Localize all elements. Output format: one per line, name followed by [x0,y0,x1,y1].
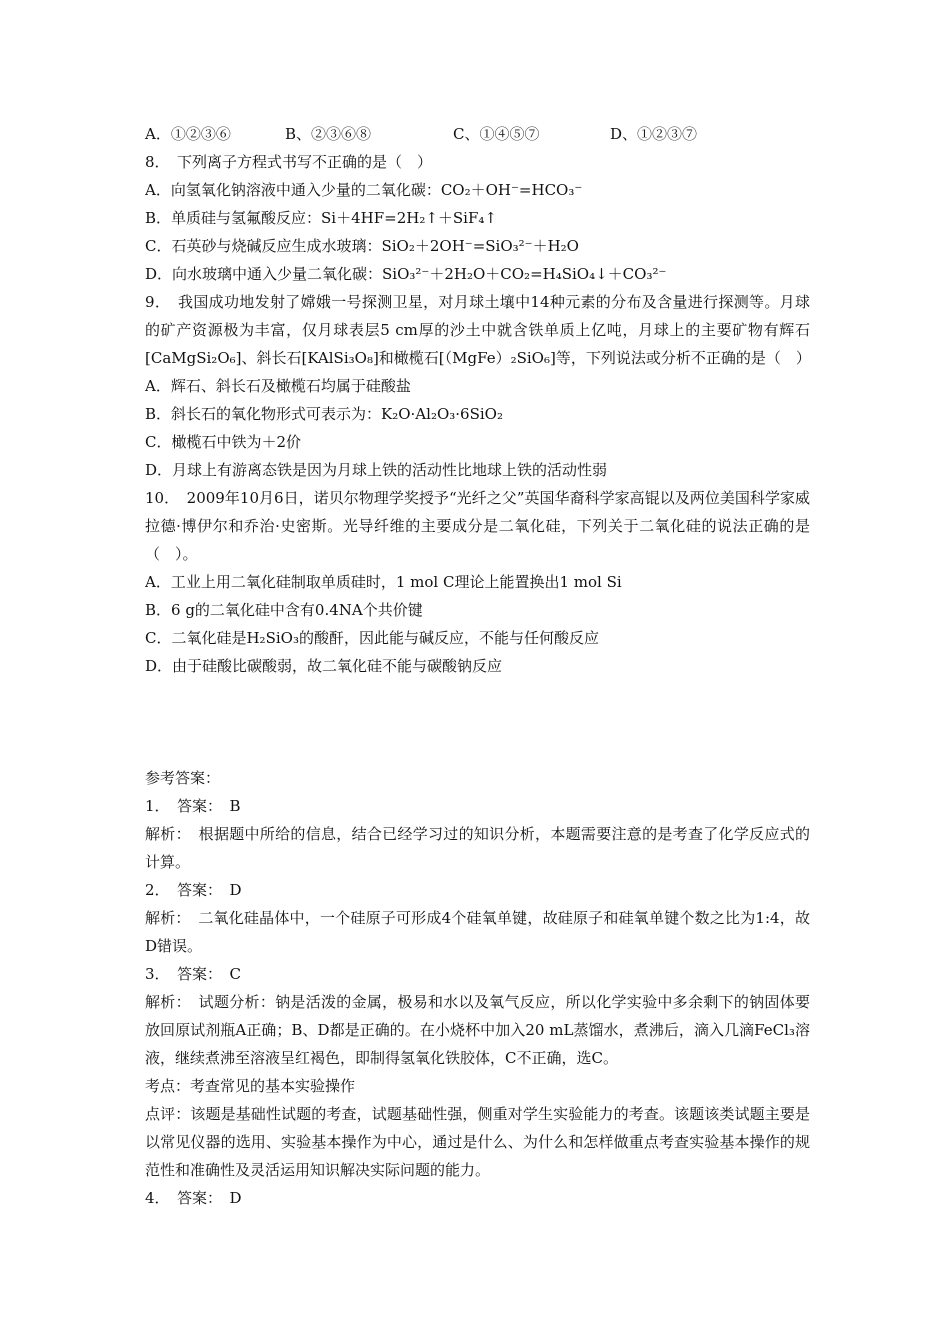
q8-option-c: C．石英砂与烧碱反应生成水玻璃：SiO₂＋2OH⁻=SiO₃²⁻＋H₂O [145,237,579,255]
question-8-stem: 8． 下列离子方程式书写不正确的是（ ） [145,153,433,171]
knowledge-point-3: 考点：考查常见的基本实验操作 [145,1077,356,1095]
q7-option-d: D、①②③⑦ [610,125,698,143]
explanation-1: 解析： 根据题中所给的信息，结合已经学习过的知识分析，本题需要注意的是考查了化学反应式的计算。 [145,825,810,871]
q8-option-d: D．向水玻璃中通入少量二氧化碳：SiO₃²⁻＋2H₂O＋CO₂=H₄SiO₄↓＋CO₃²⁻ [145,265,667,283]
answer-2: 2． 答案： D [145,881,242,899]
q10-option-a: A．工业上用二氧化硅制取单质硅时，1 mol C理论上能置换出1 mol Si [145,573,622,591]
q7-option-a: A．①②③⑥ [145,125,231,143]
question-7-options [145,120,810,148]
q7-option-b: B、②③⑥⑧ [285,125,372,143]
q10-option-d: D．由于硅酸比碳酸弱，故二氧化硅不能与碳酸钠反应 [145,657,503,675]
section-spacer [145,680,810,764]
q9-option-c: C．橄榄石中铁为＋2价 [145,433,302,451]
question-10-stem: 10． 2009年10月6日，诺贝尔物理学奖授予“光纤之父”英国华裔科学家高锟以及两位美国科学家威拉德·博伊尔和乔治·史密斯。光导纤维的主要成分是二氧化硅，下列关于二氧化硅的说法正确的是（ ）。 [145,489,810,563]
q10-option-c: C．二氧化硅是H₂SiO₃的酸酐，因此能与碱反应，不能与任何酸反应 [145,629,599,647]
q8-option-b: B．单质硅与氢氟酸反应：Si＋4HF=2H₂↑＋SiF₄↑ [145,209,497,227]
q7-option-c: C、①④⑤⑦ [453,125,540,143]
answer-4: 4． 答案： D [145,1189,242,1207]
comment-3: 点评：该题是基础性试题的考查，试题基础性强，侧重对学生实验能力的考查。该题该类试题主要是以常见仪器的选用、实验基本操作为中心，通过是什么、为什么和怎样做重点考查实验基本操作的规范性和准确性及灵活运用知识解决实际问题的能力。 [145,1105,810,1179]
q9-option-a: A．辉石、斜长石及橄榄石均属于硅酸盐 [145,377,411,395]
explanation-2: 解析： 二氧化硅晶体中，一个硅原子可形成4个硅氧单键，故硅原子和硅氧单键个数之比为1:4，故D错误。 [145,909,810,955]
q8-option-a: A．向氢氧化钠溶液中通入少量的二氧化碳：CO₂＋OH⁻=HCO₃⁻ [145,181,583,199]
answers-heading: 参考答案： [145,769,221,787]
answer-1: 1． 答案： B [145,797,241,815]
explanation-3: 解析： 试题分析：钠是活泼的金属，极易和水以及氧气反应，所以化学实验中多余剩下的钠固体要放回原试剂瓶A正确；B、D都是正确的。在小烧杯中加入20 mL蒸馏水，煮沸后，滴入几滴FeCl₃溶液，继续煮沸至溶液呈红褐色，即制得氢氧化铁胶体，C不正确，选C。 [145,993,810,1067]
q9-option-d: D．月球上有游离态铁是因为月球上铁的活动性比地球上铁的活动性弱 [145,461,608,479]
q10-option-b: B．6 g的二氧化硅中含有0.4NA个共价键 [145,601,423,619]
document-content [145,120,810,1212]
answer-3: 3． 答案： C [145,965,242,983]
question-9-stem: 9． 我国成功地发射了嫦娥一号探测卫星，对月球土壤中14种元素的分布及含量进行探测等。月球的矿产资源极为丰富，仅月球表层5 cm厚的沙土中就含铁单质上亿吨，月球上的主要矿物有辉石[CaMgSi₂O₆]、斜长石[KAlSi₃O₈]和橄榄石[（MgFe）₂SiO₆]等，下列说法或分析不正确的是（ ） [145,293,811,367]
q9-option-b: B．斜长石的氧化物形式可表示为：K₂O·Al₂O₃·6SiO₂ [145,405,503,423]
